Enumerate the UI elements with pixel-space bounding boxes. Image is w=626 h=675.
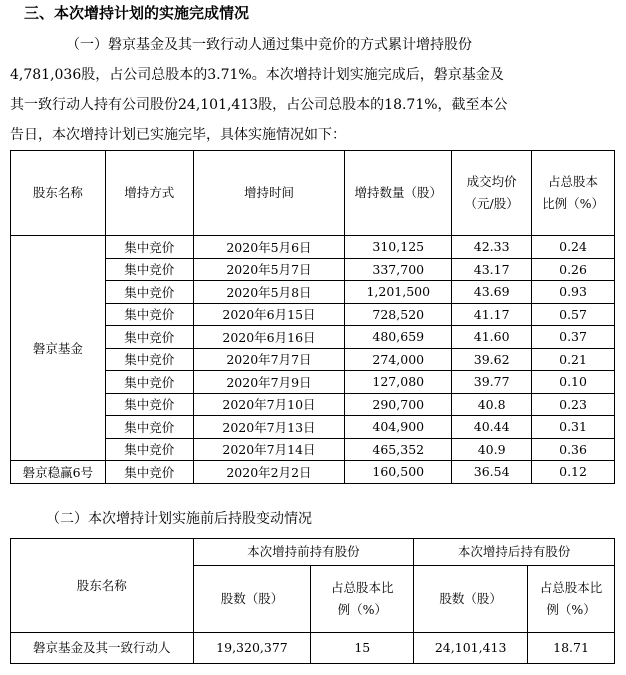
table-row: 磐京稳赢6号 集中竞价 2020年2月2日 160,500 36.54 0.12 bbox=[11, 461, 615, 484]
increase-details-table bbox=[10, 150, 615, 484]
header-after-shares: 股数（股） bbox=[414, 566, 528, 633]
header-after: 本次增持后持有股份 bbox=[414, 539, 615, 566]
holding-change-table bbox=[10, 538, 615, 664]
table-row: 集中竞价 2020年7月9日 127,080 39.77 0.10 bbox=[11, 371, 615, 394]
header-ratio: 占总股本 比例（%） bbox=[532, 151, 615, 236]
header-after-ratio: 占总股本比 例（%） bbox=[528, 566, 615, 633]
section-title: 三、本次增持计划的实施完成情况 bbox=[24, 4, 250, 22]
header-holder: 股东名称 bbox=[11, 151, 106, 236]
table-row: 集中竞价 2020年5月7日 337,700 43.17 0.26 bbox=[11, 258, 615, 281]
header-price: 成交均价 （元/股） bbox=[452, 151, 532, 236]
table-row: 集中竞价 2020年7月7日 274,000 39.62 0.21 bbox=[11, 348, 615, 371]
intro-line-1: （一）磐京基金及其一致行动人通过集中竞价的方式累计增持股份 bbox=[66, 37, 472, 53]
table-row: 集中竞价 2020年7月10日 290,700 40.8 0.23 bbox=[11, 393, 615, 416]
table-row: 集中竞价 2020年7月14日 465,352 40.9 0.36 bbox=[11, 438, 615, 461]
table-row: 集中竞价 2020年6月15日 728,520 41.17 0.57 bbox=[11, 303, 615, 326]
table-row: 磐京基金 集中竞价 2020年5月6日 310,125 42.33 0.24 bbox=[11, 236, 615, 259]
header-holder: 股东名称 bbox=[11, 539, 194, 633]
header-quantity: 增持数量（股） bbox=[345, 151, 452, 236]
table-header-row bbox=[11, 539, 615, 566]
subsection-title: （二）本次增持计划实施前后持股变动情况 bbox=[46, 511, 312, 527]
table-row: 集中竞价 2020年7月13日 404,900 40.44 0.31 bbox=[11, 416, 615, 439]
table-header-row bbox=[11, 151, 615, 236]
group-holder-name: 磐京基金 bbox=[11, 236, 106, 461]
header-date: 增持时间 bbox=[193, 151, 345, 236]
intro-line-3: 其一致行动人持有公司股份24,101,413股，占公司总股本的18.71%，截至本公 bbox=[10, 97, 508, 113]
table-row: 集中竞价 2020年6月16日 480,659 41.60 0.37 bbox=[11, 326, 615, 349]
header-before-ratio: 占总股本比 例（%） bbox=[311, 566, 414, 633]
intro-line-2: 4,781,036股，占公司总股本的3.71%。本次增持计划实施完成后，磐京基金及 bbox=[10, 67, 504, 83]
intro-paragraph bbox=[10, 30, 610, 150]
intro-line-4: 告日，本次增持计划已实施完毕，具体实施情况如下： bbox=[10, 127, 346, 143]
header-before: 本次增持前持有股份 bbox=[193, 539, 414, 566]
table-row: 集中竞价 2020年5月8日 1,201,500 43.69 0.93 bbox=[11, 281, 615, 304]
table-row: 磐京基金及其一致行动人 19,320,377 15 24,101,413 18.71 bbox=[11, 633, 615, 664]
header-before-shares: 股数（股） bbox=[193, 566, 311, 633]
header-method: 增持方式 bbox=[105, 151, 193, 236]
